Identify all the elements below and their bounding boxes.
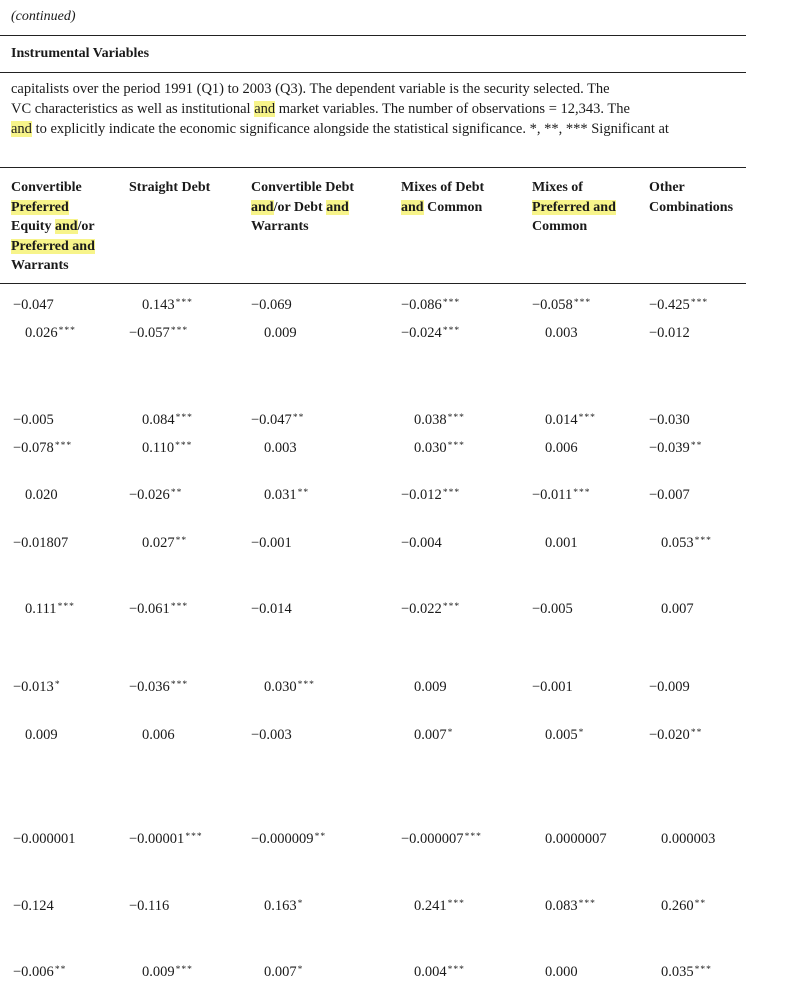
significance-stars: *** bbox=[690, 298, 709, 308]
cell-value: −0.030 bbox=[649, 412, 690, 428]
significance-stars: ** bbox=[314, 832, 327, 842]
significance-stars: * bbox=[297, 899, 304, 909]
cell-value: −0.047 bbox=[251, 412, 292, 428]
cell-value: 0.110 bbox=[142, 440, 175, 456]
table-cell bbox=[661, 601, 694, 618]
header-line: Other bbox=[649, 180, 685, 195]
significance-stars: *** bbox=[175, 965, 193, 975]
table-cell bbox=[545, 325, 578, 342]
cell-value: 0.163 bbox=[264, 898, 297, 914]
table-cell bbox=[532, 297, 591, 314]
cell-value: −0.000001 bbox=[13, 831, 76, 847]
cell-value: −0.005 bbox=[13, 412, 54, 428]
cell-value: 0.031 bbox=[264, 487, 297, 503]
significance-stars: *** bbox=[175, 441, 193, 451]
header-highlight: and bbox=[401, 199, 424, 215]
cell-value: 0.003 bbox=[545, 325, 578, 341]
significance-stars: *** bbox=[57, 602, 75, 612]
cell-value: −0.061 bbox=[129, 601, 170, 617]
table-cell bbox=[251, 727, 292, 744]
cell-value: 0.007 bbox=[661, 601, 694, 617]
cell-value: 0.001 bbox=[545, 535, 578, 551]
significance-stars: *** bbox=[464, 832, 482, 842]
significance-stars: *** bbox=[170, 326, 189, 336]
cell-value: 0.035 bbox=[661, 964, 694, 980]
significance-stars: *** bbox=[447, 899, 465, 909]
table-cell bbox=[264, 964, 303, 981]
significance-stars: *** bbox=[694, 965, 712, 975]
table-cell bbox=[264, 440, 297, 457]
significance-stars: ** bbox=[694, 899, 707, 909]
table-cell bbox=[532, 601, 573, 618]
significance-stars: *** bbox=[573, 298, 592, 308]
significance-stars: * bbox=[297, 965, 304, 975]
table-cell bbox=[401, 297, 460, 314]
table-cell bbox=[251, 601, 292, 618]
table-cell bbox=[545, 964, 578, 981]
significance-stars: *** bbox=[442, 326, 461, 336]
table-cell bbox=[251, 535, 292, 552]
significance-stars: *** bbox=[578, 899, 596, 909]
header-line bbox=[532, 198, 616, 218]
table-cell bbox=[545, 535, 578, 552]
table-cell bbox=[142, 535, 187, 552]
significance-stars: *** bbox=[175, 298, 193, 308]
significance-stars: *** bbox=[442, 488, 461, 498]
table-cell bbox=[532, 679, 573, 696]
cell-value: 0.009 bbox=[142, 964, 175, 980]
header-line: Common bbox=[532, 219, 588, 234]
title-rule bbox=[0, 72, 746, 73]
table-cell bbox=[414, 440, 465, 457]
table-cell bbox=[13, 535, 68, 552]
cell-value: −0.026 bbox=[129, 487, 170, 503]
significance-stars: *** bbox=[573, 488, 591, 498]
cell-value: 0.000 bbox=[545, 964, 578, 980]
header-top-rule bbox=[0, 167, 746, 168]
header-highlight: and bbox=[251, 199, 274, 215]
section-title: Instrumental Variables bbox=[11, 46, 150, 61]
cell-value: 0.260 bbox=[661, 898, 694, 914]
cell-value: −0.012 bbox=[649, 325, 690, 341]
cell-value: 0.026 bbox=[25, 325, 58, 341]
header-line: Combinations bbox=[649, 199, 734, 215]
header-text: Equity bbox=[11, 219, 55, 234]
cell-value: 0.027 bbox=[142, 535, 175, 551]
cell-value: −0.022 bbox=[401, 601, 442, 617]
table-cell bbox=[129, 898, 169, 915]
table-cell bbox=[142, 727, 175, 744]
table-cell bbox=[25, 325, 76, 342]
table-cell bbox=[142, 297, 193, 314]
cell-value: −0.000009 bbox=[251, 831, 314, 847]
header-line bbox=[251, 198, 354, 218]
cell-value: −0.014 bbox=[251, 601, 292, 617]
header-line bbox=[11, 198, 95, 218]
significance-stars: *** bbox=[185, 832, 203, 842]
header-line: Mixes of Debt bbox=[401, 180, 485, 195]
significance-stars: *** bbox=[447, 441, 465, 451]
header-highlight: Preferred bbox=[11, 199, 69, 215]
cell-value: 0.009 bbox=[264, 325, 297, 341]
cell-value: −0.006 bbox=[13, 964, 54, 980]
table-cell bbox=[129, 487, 182, 504]
table-cell bbox=[264, 679, 315, 696]
cell-value: −0.001 bbox=[251, 535, 292, 551]
cell-value: 0.084 bbox=[142, 412, 175, 428]
table-cell bbox=[649, 440, 702, 457]
significance-stars: *** bbox=[175, 413, 193, 423]
top-rule bbox=[0, 35, 746, 36]
table-cell bbox=[401, 487, 460, 504]
cell-value: 0.0000007 bbox=[545, 831, 607, 847]
caption-line-3 bbox=[11, 121, 669, 138]
table-cell bbox=[13, 964, 66, 981]
table-cell bbox=[649, 487, 690, 504]
cell-value: −0.009 bbox=[649, 679, 690, 695]
cell-value: −0.058 bbox=[532, 297, 573, 313]
table-cell bbox=[25, 601, 75, 618]
significance-stars: * bbox=[447, 728, 454, 738]
caption-highlight-and: and bbox=[254, 101, 276, 117]
table-cell bbox=[414, 679, 447, 696]
caption-line-2-a: VC characteristics as well as institutional bbox=[11, 101, 255, 117]
cell-value: 0.006 bbox=[545, 440, 578, 456]
table-cell bbox=[661, 898, 706, 915]
significance-stars: *** bbox=[54, 441, 73, 451]
table-cell bbox=[545, 898, 596, 915]
table-cell bbox=[142, 964, 193, 981]
table-cell bbox=[129, 831, 203, 848]
table-cell bbox=[401, 325, 460, 342]
table-cell bbox=[13, 898, 54, 915]
cell-value: 0.007 bbox=[264, 964, 297, 980]
table-cell bbox=[264, 487, 309, 504]
table-cell bbox=[532, 487, 591, 504]
table-cell bbox=[649, 727, 702, 744]
cell-value: −0.086 bbox=[401, 297, 442, 313]
table-cell bbox=[13, 440, 72, 457]
header-bottom-rule bbox=[0, 283, 746, 284]
cell-value: 0.003 bbox=[264, 440, 297, 456]
cell-value: −0.00001 bbox=[129, 831, 185, 847]
cell-value: −0.000007 bbox=[401, 831, 464, 847]
table-cell bbox=[25, 487, 58, 504]
significance-stars: ** bbox=[297, 488, 310, 498]
table-cell bbox=[545, 440, 578, 457]
cell-value: −0.024 bbox=[401, 325, 442, 341]
table-cell bbox=[13, 412, 54, 429]
header-text: /or Debt bbox=[273, 199, 327, 215]
table-cell bbox=[251, 297, 292, 314]
table-cell bbox=[649, 297, 708, 314]
cell-value: −0.001 bbox=[532, 679, 573, 695]
header-line bbox=[11, 217, 95, 237]
table-cell bbox=[545, 727, 584, 744]
cell-value: 0.038 bbox=[414, 412, 447, 428]
table-cell bbox=[129, 601, 188, 618]
table-cell bbox=[142, 440, 192, 457]
caption-line-3-b: to explicitly indicate the economic significance alongside the statistical significance. *, **, *** Significant at bbox=[31, 121, 669, 137]
table-cell bbox=[13, 679, 61, 696]
column-header-convertible-preferred bbox=[11, 178, 95, 276]
significance-stars: ** bbox=[690, 441, 703, 451]
cell-value: 0.053 bbox=[661, 535, 694, 551]
header-text: Common bbox=[423, 199, 483, 215]
header-text: /or bbox=[77, 219, 95, 234]
cell-value: −0.057 bbox=[129, 325, 170, 341]
table-cell bbox=[545, 831, 607, 848]
cell-value: 0.030 bbox=[264, 679, 297, 695]
cell-value: −0.047 bbox=[13, 297, 54, 313]
cell-value: −0.004 bbox=[401, 535, 442, 551]
header-highlight: Preferred and bbox=[532, 199, 616, 215]
cell-value: −0.116 bbox=[129, 898, 170, 914]
table-cell bbox=[13, 297, 54, 314]
cell-value: 0.030 bbox=[414, 440, 447, 456]
table-cell bbox=[401, 831, 482, 848]
table-cell bbox=[264, 325, 297, 342]
table-cell bbox=[414, 964, 465, 981]
cell-value: −0.011 bbox=[532, 487, 573, 503]
caption-line-2 bbox=[11, 101, 630, 118]
table-cell bbox=[414, 727, 453, 744]
caption-line-2-b: market variables. The number of observations = 12,343. The bbox=[275, 101, 630, 117]
table-cell bbox=[142, 412, 193, 429]
significance-stars: *** bbox=[297, 680, 315, 690]
table-cell bbox=[661, 831, 715, 848]
significance-stars: *** bbox=[170, 602, 189, 612]
header-highlight: and bbox=[326, 199, 349, 215]
table-cell bbox=[649, 412, 690, 429]
significance-stars: *** bbox=[170, 680, 189, 690]
table-cell bbox=[661, 535, 712, 552]
cell-value: 0.004 bbox=[414, 964, 447, 980]
column-header-straight-debt bbox=[129, 178, 210, 198]
significance-stars: *** bbox=[694, 536, 712, 546]
table-cell bbox=[129, 325, 188, 342]
significance-stars: *** bbox=[442, 298, 461, 308]
cell-value: 0.020 bbox=[25, 487, 58, 503]
cell-value: 0.143 bbox=[142, 297, 175, 313]
column-header-convertible-debt bbox=[251, 178, 354, 237]
cell-value: −0.003 bbox=[251, 727, 292, 743]
cell-value: 0.009 bbox=[414, 679, 447, 695]
header-line: Convertible Debt bbox=[251, 180, 355, 195]
table-cell bbox=[649, 325, 690, 342]
table-cell bbox=[661, 964, 712, 981]
cell-value: −0.036 bbox=[129, 679, 170, 695]
table-cell bbox=[414, 898, 465, 915]
table-cell bbox=[129, 679, 188, 696]
header-line: Warrants bbox=[11, 258, 69, 273]
significance-stars: * bbox=[54, 680, 61, 690]
cell-value: 0.241 bbox=[414, 898, 447, 914]
header-line bbox=[401, 198, 484, 218]
cell-value: −0.005 bbox=[532, 601, 573, 617]
header-highlight: and bbox=[54, 219, 78, 234]
significance-stars: *** bbox=[447, 413, 465, 423]
table-cell bbox=[25, 727, 58, 744]
significance-stars: *** bbox=[58, 326, 76, 336]
caption-highlight-and: and bbox=[11, 121, 32, 137]
header-highlight: Preferred and bbox=[11, 238, 95, 254]
table-cell bbox=[649, 679, 690, 696]
column-header-mixes-debt-common bbox=[401, 178, 484, 217]
column-header-other-combinations bbox=[649, 178, 733, 217]
table-cell bbox=[545, 412, 596, 429]
significance-stars: *** bbox=[578, 413, 596, 423]
table-cell bbox=[13, 831, 76, 848]
table-cell bbox=[264, 898, 303, 915]
significance-stars: ** bbox=[690, 728, 703, 738]
header-line: Mixes of bbox=[532, 180, 583, 195]
header-line: Convertible bbox=[11, 180, 82, 195]
cell-value: −0.007 bbox=[649, 487, 690, 503]
significance-stars: * bbox=[578, 728, 585, 738]
cell-value: 0.083 bbox=[545, 898, 578, 914]
significance-stars: ** bbox=[54, 965, 67, 975]
cell-value: 0.009 bbox=[25, 727, 58, 743]
cell-value: −0.425 bbox=[649, 297, 690, 313]
significance-stars: *** bbox=[442, 602, 461, 612]
cell-value: −0.013 bbox=[13, 679, 54, 695]
header-line: Warrants bbox=[251, 219, 309, 234]
caption-line-1: capitalists over the period 1991 (Q1) to 2003 (Q3). The dependent variable is the security selected. The bbox=[11, 81, 610, 97]
cell-value: 0.111 bbox=[25, 601, 57, 617]
significance-stars: ** bbox=[170, 488, 183, 498]
header-line: Straight Debt bbox=[129, 180, 211, 195]
table-cell bbox=[401, 535, 442, 552]
cell-value: 0.007 bbox=[414, 727, 447, 743]
significance-stars: ** bbox=[292, 413, 305, 423]
cell-value: −0.020 bbox=[649, 727, 690, 743]
cell-value: −0.078 bbox=[13, 440, 54, 456]
table-cell bbox=[414, 412, 465, 429]
table-cell bbox=[251, 831, 326, 848]
header-line bbox=[11, 237, 95, 257]
column-header-mixes-preferred-common bbox=[532, 178, 616, 237]
cell-value: −0.069 bbox=[251, 297, 292, 313]
table-cell bbox=[251, 412, 304, 429]
cell-value: 0.005 bbox=[545, 727, 578, 743]
table-cell bbox=[401, 601, 460, 618]
cell-value: −0.01807 bbox=[13, 535, 69, 551]
cell-value: −0.124 bbox=[13, 898, 54, 914]
significance-stars: *** bbox=[447, 965, 465, 975]
significance-stars: ** bbox=[175, 536, 188, 546]
cell-value: −0.012 bbox=[401, 487, 442, 503]
cell-value: 0.014 bbox=[545, 412, 578, 428]
cell-value: 0.006 bbox=[142, 727, 175, 743]
cell-value: 0.000003 bbox=[661, 831, 716, 847]
cell-value: −0.039 bbox=[649, 440, 690, 456]
continued-label: (continued) bbox=[11, 9, 76, 24]
